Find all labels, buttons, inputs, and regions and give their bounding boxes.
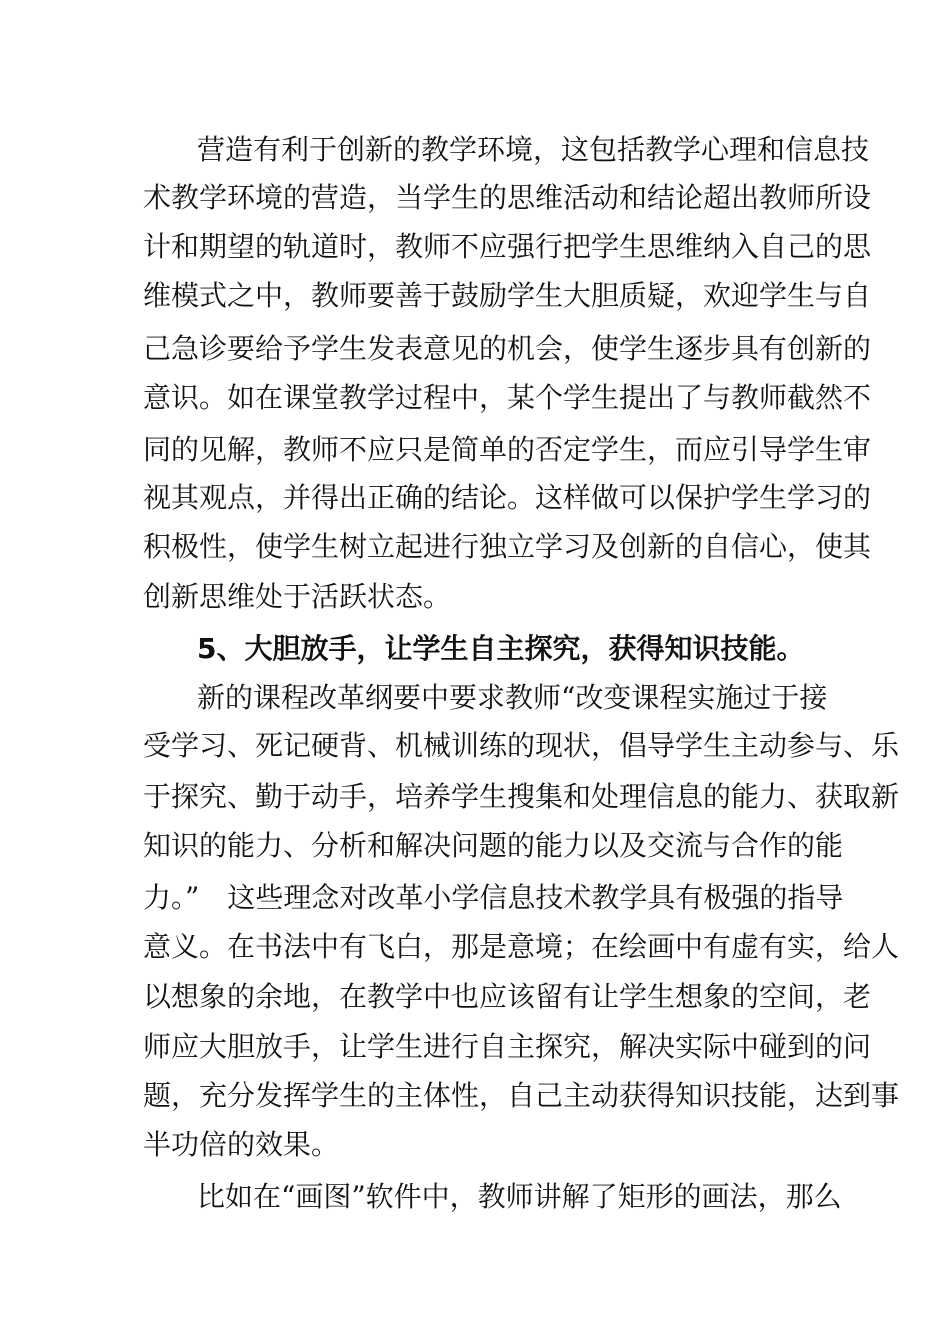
paragraph-1-line-6: 意识。如在课堂教学过程中，某个学生提出了与教师截然不 [143,381,872,414]
paragraph-2-line-2: 受学习、死记硬背、机械训练的现状，倡导学生主动参与、乐 [143,729,900,762]
paragraph-1-line-4: 维模式之中，教师要善于鼓励学生大胆质疑，欢迎学生与自 [143,279,872,312]
paragraph-2-line-4: 知识的能力、分析和解决问题的能力以及交流与合作的能 [143,829,844,862]
paragraph-2-line-9: 题，充分发挥学生的主体性，自己主动获得知识技能，达到事 [143,1079,900,1112]
paragraph-1-line-8: 视其观点，并得出正确的结论。这样做可以保护学生学习的 [143,481,872,514]
section-heading: 5、大胆放手，让学生自主探究，获得知识技能。 [197,632,805,665]
paragraph-2-line-10: 半功倍的效果。 [143,1128,340,1161]
paragraph-2-line-5: 力。” 这些理念对改革小学信息技术教学具有极强的指导 [143,881,844,914]
paragraph-3-line-1: 比如在“画图”软件中，教师讲解了矩形的画法，那么 [197,1180,842,1213]
paragraph-2-line-7: 以想象的余地，在教学中也应该留有让学生想象的空间，老 [143,980,872,1013]
paragraph-2-line-8: 师应大胆放手，让学生进行自主探究，解决实际中碰到的问 [143,1030,872,1063]
paragraph-1-line-7: 同的见解，教师不应只是简单的否定学生，而应引导学生审 [143,433,872,466]
paragraph-1-line-1: 营造有利于创新的教学环境，这包括教学心理和信息技 [197,133,870,166]
paragraph-1-line-9: 积极性，使学生树立起进行独立学习及创新的自信心，使其 [143,530,872,563]
paragraph-1-line-2: 术教学环境的营造，当学生的思维活动和结论超出教师所设 [143,181,872,214]
paragraph-2-line-3: 于探究、勤于动手，培养学生搜集和处理信息的能力、获取新 [143,780,900,813]
paragraph-1-line-5: 己急诊要给予学生发表意见的机会，使学生逐步具有创新的 [143,332,872,365]
paragraph-2-line-6: 意义。在书法中有飞白，那是意境；在绘画中有虚有实，给人 [143,930,900,963]
paragraph-1-line-10: 创新思维处于活跃状态。 [143,580,452,613]
paragraph-1-line-3: 计和期望的轨道时，教师不应强行把学生思维纳入自己的思 [143,230,872,263]
paragraph-2-line-1: 新的课程改革纲要中要求教师“改变课程实施过于接 [197,681,828,714]
